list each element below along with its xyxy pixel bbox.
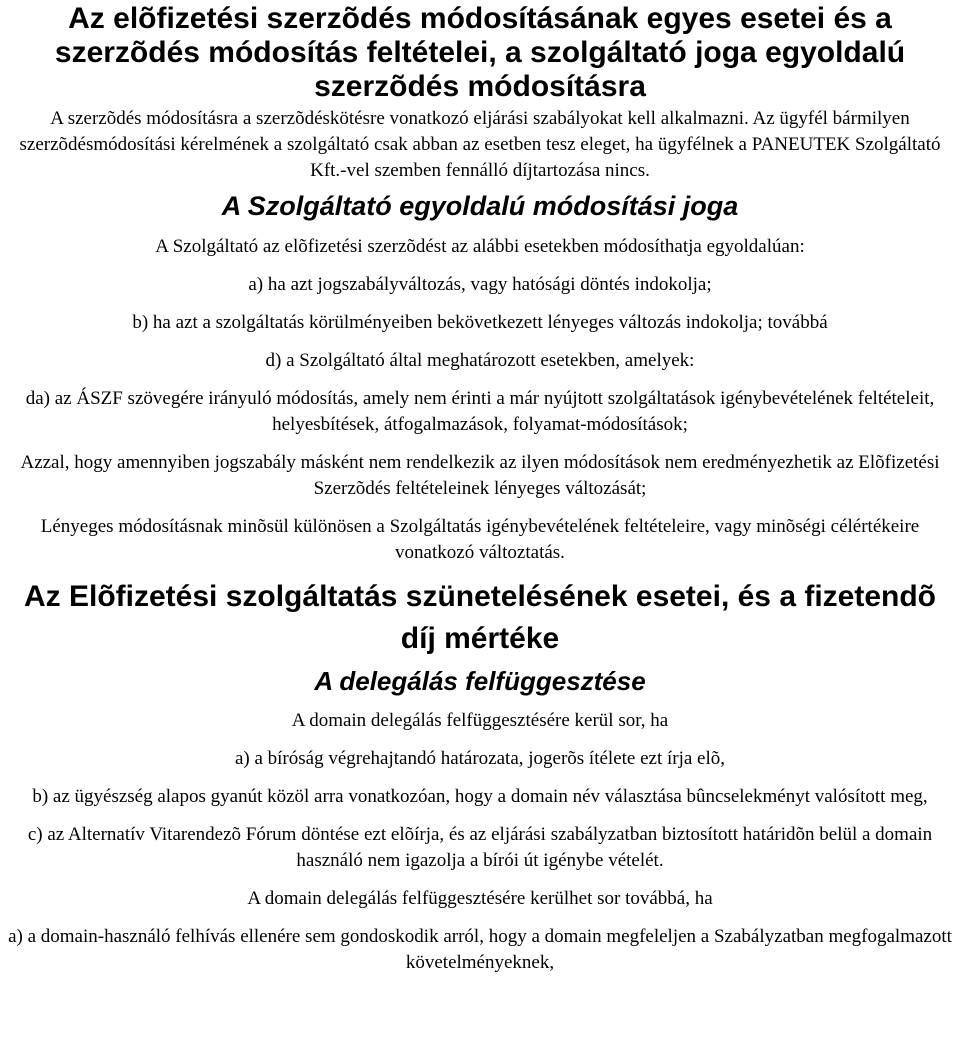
main-heading: Az elõfizetési szerzõdés módosításának egyes esetei és a szerzõdés módosítás feltételei, a szolgáltató joga egyoldalú szerzõdés módosításra <box>54 2 906 103</box>
list-item: a) ha azt jogszabályváltozás, vagy hatósági döntés indokolja; <box>248 274 712 295</box>
subheading-delegation-suspension: A delegálás felfüggesztése <box>314 666 646 696</box>
section-heading-unilateral-modification: A Szolgáltató egyoldalú módosítási joga <box>221 191 739 221</box>
list-item: a) a domain-használó felhívás ellenére sem gondoskodik arról, hogy a domain megfeleljen a Szabályzatban megfogalmazott követelményeknek, <box>8 926 952 973</box>
list-item: c) az Alternatív Vitarendezõ Fórum döntése ezt elõírja, és az eljárási szabályzatban biztosított határidõn belül a domain használó nem igazolja a bírói út igénybe vételét. <box>27 824 933 871</box>
list-item: da) az ÁSZF szövegére irányuló módosítás, amely nem érinti a már nyújtott szolgáltatások igénybevételének feltételeit, helyesbítések, átfogalmazások, folyamat-módosítások; <box>25 388 935 435</box>
section-heading-suspension: Az Elõfizetési szolgáltatás szünetelésének esetei, és a fizetendõ díj mértéke <box>24 580 936 655</box>
paragraph: A domain delegálás felfüggesztésére kerül sor, ha <box>291 710 669 731</box>
list-item: b) ha azt a szolgáltatás körülményeiben bekövetkezett lényeges változás indokolja; továbbá <box>132 312 828 333</box>
document-page <box>0 2 960 976</box>
paragraph: Lényeges módosításnak minõsül különösen a Szolgáltatás igénybevételének feltételeire, vagy minõségi célértékeire vonatkozó változtatás. <box>40 516 920 563</box>
list-item: d) a Szolgáltató által meghatározott esetekben, amelyek: <box>265 350 695 371</box>
intro-paragraph: A szerzõdés módosításra a szerzõdéskötésre vonatkozó eljárási szabályokat kell alkalmazni. Az ügyfél bármilyen szerzõdésmódosítási kérelmének a szolgáltató csak abban az esetben tesz eleget, ha ügyfélnek a PANEUTEK Szolgáltató Kft.-vel szemben fennálló díjtartozása nincs. <box>19 108 941 181</box>
list-item: b) az ügyészség alapos gyanút közöl arra vonatkozóan, hogy a domain név választása bûncselekményt valósított meg, <box>32 786 928 807</box>
list-item: a) a bíróság végrehajtandó határozata, jogerõs ítélete ezt írja elõ, <box>234 748 726 769</box>
paragraph: Azzal, hogy amennyiben jogszabály másként nem rendelkezik az ilyen módosítások nem eredményezhetik az Elõfizetési Szerzõdés feltételeinek lényeges változását; <box>20 452 940 499</box>
paragraph: A domain delegálás felfüggesztésére kerülhet sor továbbá, ha <box>247 888 713 909</box>
paragraph: A Szolgáltató az elõfizetési szerzõdést az alábbi esetekben módosíthatja egyoldalúan: <box>155 236 805 257</box>
